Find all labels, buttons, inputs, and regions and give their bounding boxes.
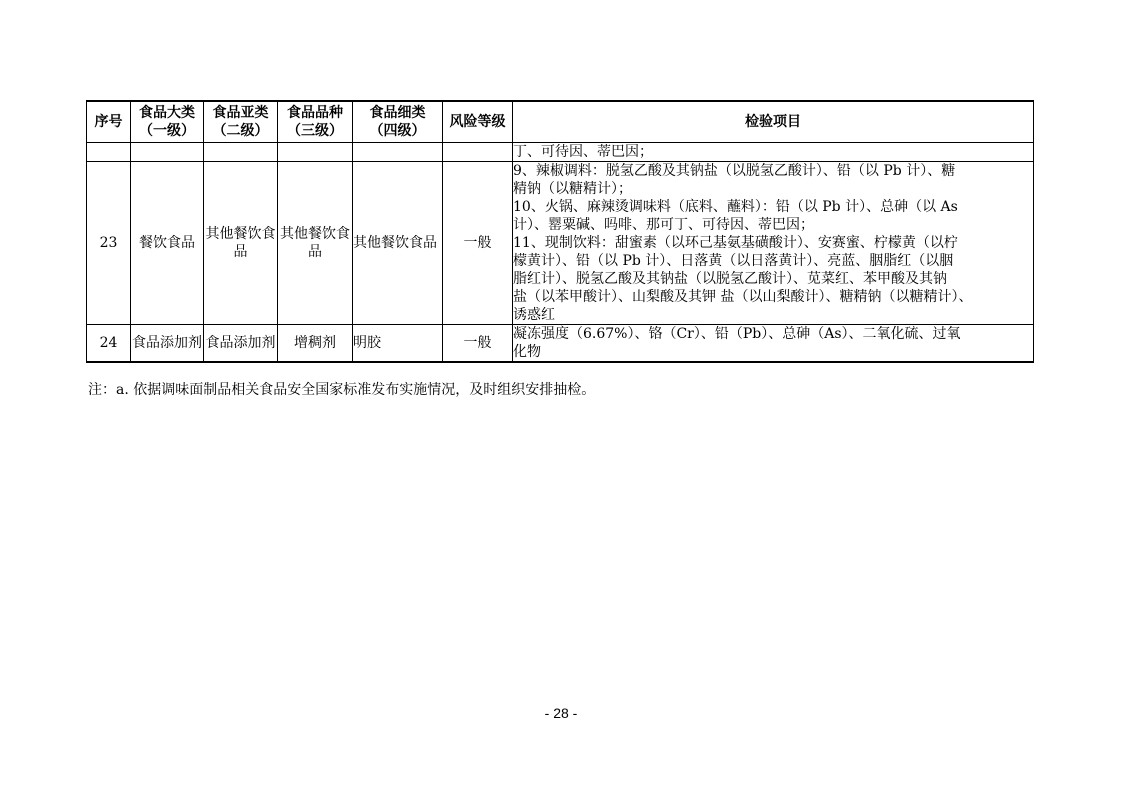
header-inspection-items: 检验项目 <box>513 101 1034 143</box>
header-category-level2: 食品亚类 （二级） <box>204 101 278 143</box>
header-no: 序号 <box>87 101 131 143</box>
row-risk-level: 一般 <box>443 325 513 363</box>
header-category-level3: 食品品种 （三级） <box>278 101 353 143</box>
table-row <box>87 162 1034 325</box>
row-category-level2: 食品添加剂 <box>204 325 278 363</box>
row-category-level2: 其他餐饮食品 <box>204 162 278 325</box>
inspection-items-table <box>86 100 1034 363</box>
row-category-level3: 增稠剂 <box>278 325 353 363</box>
header-risk-level: 风险等级 <box>443 101 513 143</box>
row-category-level1: 食品添加剂 <box>131 325 204 363</box>
header-row <box>87 101 1034 143</box>
table-row <box>87 325 1034 363</box>
row-category-level3: 其他餐饮食品 <box>278 162 353 325</box>
table-footnote: 注：a. 依据调味面制品相关食品安全国家标准发布实施情况，及时组织安排抽检。 <box>88 382 596 398</box>
page-number: - 28 - <box>544 705 578 721</box>
row-no: 23 <box>87 162 131 325</box>
row-inspection-items: 凝冻强度（6.67%）、铬（Cr）、铅（Pb）、总砷（As）、二氧化硫、过氧 化物 <box>513 325 1034 363</box>
row-inspection-items: 9、辣椒调料：脱氢乙酸及其钠盐（以脱氢乙酸计）、铅（以 Pb 计）、糖 精钠（以糖精计）； 10、火锅、麻辣烫调味料（底料、蘸料）：铅（以 Pb 计）、总砷（以 As 计）、罂粟碱、吗啡、那可丁、可待因、蒂巴因； 11、现制饮料：甜蜜素（以环己基氨基磺酸计）、安赛蜜、柠檬黄（以柠 檬黄计）、铅（以 Pb 计）、日落黄（以日落黄计）、亮蓝、胭脂红（以胭 脂红计）、脱氢乙酸及其钠盐（以脱氢乙酸计）、苋菜红、苯甲酸及其钠 盐（以苯甲酸计）、山梨酸及其钾 盐（以山梨酸计）、糖精钠（以糖精计）、 诱惑红 <box>513 162 1034 325</box>
header-category-level4: 食品细类 （四级） <box>353 101 443 143</box>
row-category-level4: 明胶 <box>353 325 443 363</box>
row-category-level1: 餐饮食品 <box>131 162 204 325</box>
row-no: 24 <box>87 325 131 363</box>
row-category-level4: 其他餐饮食品 <box>353 162 443 325</box>
header-category-level1: 食品大类 （一级） <box>131 101 204 143</box>
continuation-row <box>87 143 1034 162</box>
row-risk-level: 一般 <box>443 162 513 325</box>
continuation-items: 丁、可待因、蒂巴因； <box>513 143 1034 162</box>
